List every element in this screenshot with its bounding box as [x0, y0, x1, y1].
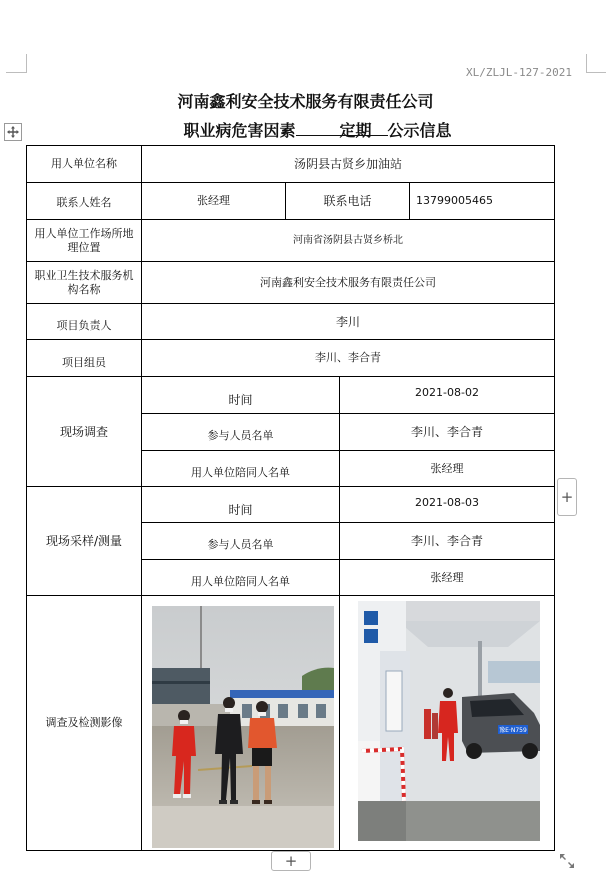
title-blank-text: 定期	[339, 121, 372, 140]
survey-photo	[152, 606, 334, 848]
crop-mark-top-left-v	[26, 54, 27, 73]
images-label: 调查及检测影像	[26, 595, 142, 851]
survey-photo-image	[152, 606, 334, 848]
notice-title	[12, 118, 611, 141]
survey-participants-value: 李川、李合青	[339, 413, 555, 451]
survey-time-label: 时间	[141, 376, 340, 414]
survey-label: 现场调查	[26, 376, 142, 487]
phone-value: 13799005465	[409, 182, 555, 220]
sampling-photo-image	[358, 601, 540, 841]
document-code: XL/ZLJL-127-2021	[466, 66, 572, 79]
crop-mark-top-right-h	[586, 72, 606, 73]
service-org-label: 职业卫生技术服务机构名称	[26, 261, 142, 304]
add-column-button[interactable]: +	[557, 478, 577, 516]
title-prefix: 职业病危害因素	[183, 121, 296, 140]
sampling-label: 现场采样/测量	[26, 486, 142, 596]
survey-escort-label: 用人单位陪同人名单	[141, 450, 340, 487]
contact-value: 张经理	[141, 182, 286, 220]
sampling-escort-value: 张经理	[339, 559, 555, 596]
members-value: 李川、李合青	[141, 339, 555, 377]
employer-name-value: 汤阴县古贤乡加油站	[141, 145, 555, 183]
leader-value: 李川	[141, 303, 555, 340]
sampling-escort-label: 用人单位陪同人名单	[141, 559, 340, 596]
info-table	[26, 145, 555, 851]
table-move-handle[interactable]	[4, 123, 22, 141]
table-resize-handle[interactable]	[558, 852, 576, 870]
sampling-participants-value: 李川、李合青	[339, 522, 555, 560]
crop-mark-top-right-v	[586, 54, 587, 73]
sampling-time-label: 时间	[141, 486, 340, 523]
employer-name-label: 用人单位名称	[26, 145, 142, 183]
workplace-label: 用人单位工作场所地理位置	[26, 219, 142, 262]
crop-mark-top-left-h	[6, 72, 26, 73]
members-label: 项目组员	[26, 339, 142, 377]
contact-label: 联系人姓名	[26, 182, 142, 220]
service-org-value: 河南鑫利安全技术服务有限责任公司	[141, 261, 555, 304]
sampling-participants-label: 参与人员名单	[141, 522, 340, 560]
title-suffix: 公示信息	[387, 121, 452, 140]
survey-time-value: 2021-08-02	[339, 376, 555, 414]
phone-label: 联系电话	[285, 182, 410, 220]
title-blank	[296, 118, 388, 140]
move-icon	[7, 126, 19, 138]
sampling-photo	[358, 601, 540, 841]
resize-icon	[558, 852, 576, 870]
leader-label: 项目负责人	[26, 303, 142, 340]
sampling-time-value: 2021-08-03	[339, 486, 555, 523]
workplace-value: 河南省汤阴县古贤乡桥北	[141, 219, 555, 262]
survey-escort-value: 张经理	[339, 450, 555, 487]
company-title: 河南鑫利安全技术服务有限责任公司	[177, 92, 434, 111]
car-plate: 豫E·N759	[499, 727, 527, 734]
add-row-button[interactable]: +	[271, 851, 311, 871]
survey-participants-label: 参与人员名单	[141, 413, 340, 451]
